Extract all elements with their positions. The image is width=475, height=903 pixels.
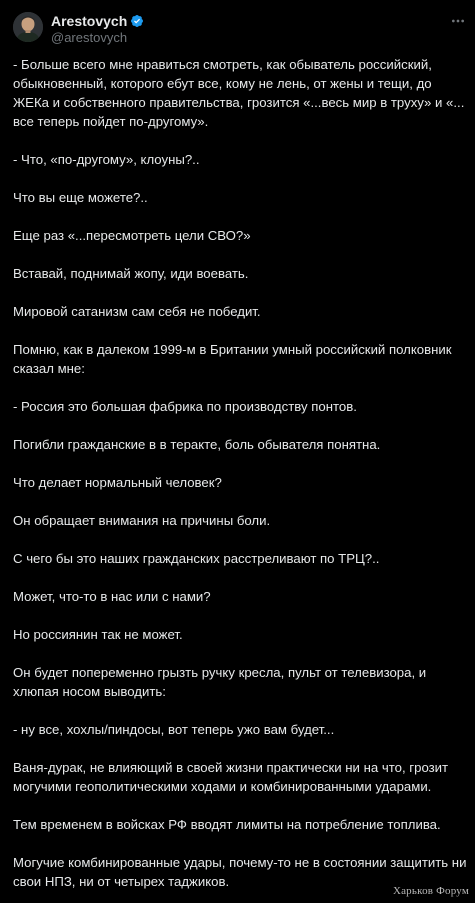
author-name-row — [51, 13, 144, 29]
author-display-name[interactable]: Arestovych — [51, 13, 128, 29]
post-header — [0, 0, 475, 52]
post-paragraph: Вставай, поднимай жопу, иди воевать. — [13, 266, 249, 281]
post-paragraph: Он обращает внимания на причины боли. — [13, 513, 271, 528]
post-paragraph: Еще раз «...пересмотреть цели СВО?» — [13, 228, 251, 243]
verified-badge-icon — [130, 14, 144, 28]
post-paragraph: Погибли гражданские в в теракте, боль обывателя понятна. — [13, 437, 381, 452]
post-paragraph: Он будет попеременно грызть ручку кресла, пульт от телевизора, и хлюпая носом выводить: — [13, 665, 427, 699]
author-handle[interactable]: @arestovych — [51, 30, 128, 45]
post-paragraph: Ваня-дурак, не влияющий в своей жизни практически ни на что, грозит могучими геополитическими ходами и комбинированными ударами. — [13, 760, 449, 794]
post-paragraph: - Россия это большая фабрика по производству понтов. — [13, 399, 357, 414]
post-paragraph: Помню, как в далеком 1999-м в Британии умный российский полковник сказал мне: — [13, 342, 452, 376]
post-paragraph: Но россиянин так не может. — [13, 627, 183, 642]
post-paragraph: - Что, «по-другому», клоуны?.. — [13, 152, 200, 167]
post-paragraph: Что вы еще можете?.. — [13, 190, 148, 205]
avatar-photo-icon — [13, 12, 43, 42]
post-paragraph: Мировой сатанизм сам себя не победит. — [13, 304, 261, 319]
watermark: Харьков Форум — [392, 885, 469, 897]
post-paragraph: Может, что-то в нас или с нами? — [13, 589, 211, 604]
post-paragraph: Могучие комбинированные удары, почему-то не в состоянии защитить ни свои НПЗ, ни от четырех таджиков. — [13, 855, 467, 889]
post-paragraph: - Больше всего мне нравиться смотреть, как обыватель российский, обыкновенный, которого ебут все, кому не лень, от жены и тещи, до ЖЕКа и собственного правительства, грозится «...весь мир в труху» и «... все теперь пойдет по-другому». — [13, 57, 465, 129]
post-paragraph: С чего бы это наших гражданских расстреливают по ТРЦ?.. — [13, 551, 380, 566]
more-horizontal-icon[interactable] — [449, 12, 467, 30]
post-paragraph: Тем временем в войсках РФ вводят лимиты на потребление топлива. — [13, 817, 441, 832]
post-paragraph: - ну все, хохлы/пиндосы, вот теперь ужо вам будет... — [13, 722, 335, 737]
author-avatar[interactable] — [13, 12, 43, 42]
post-text — [13, 55, 468, 903]
post-paragraph: Что делает нормальный человек? — [13, 475, 222, 490]
